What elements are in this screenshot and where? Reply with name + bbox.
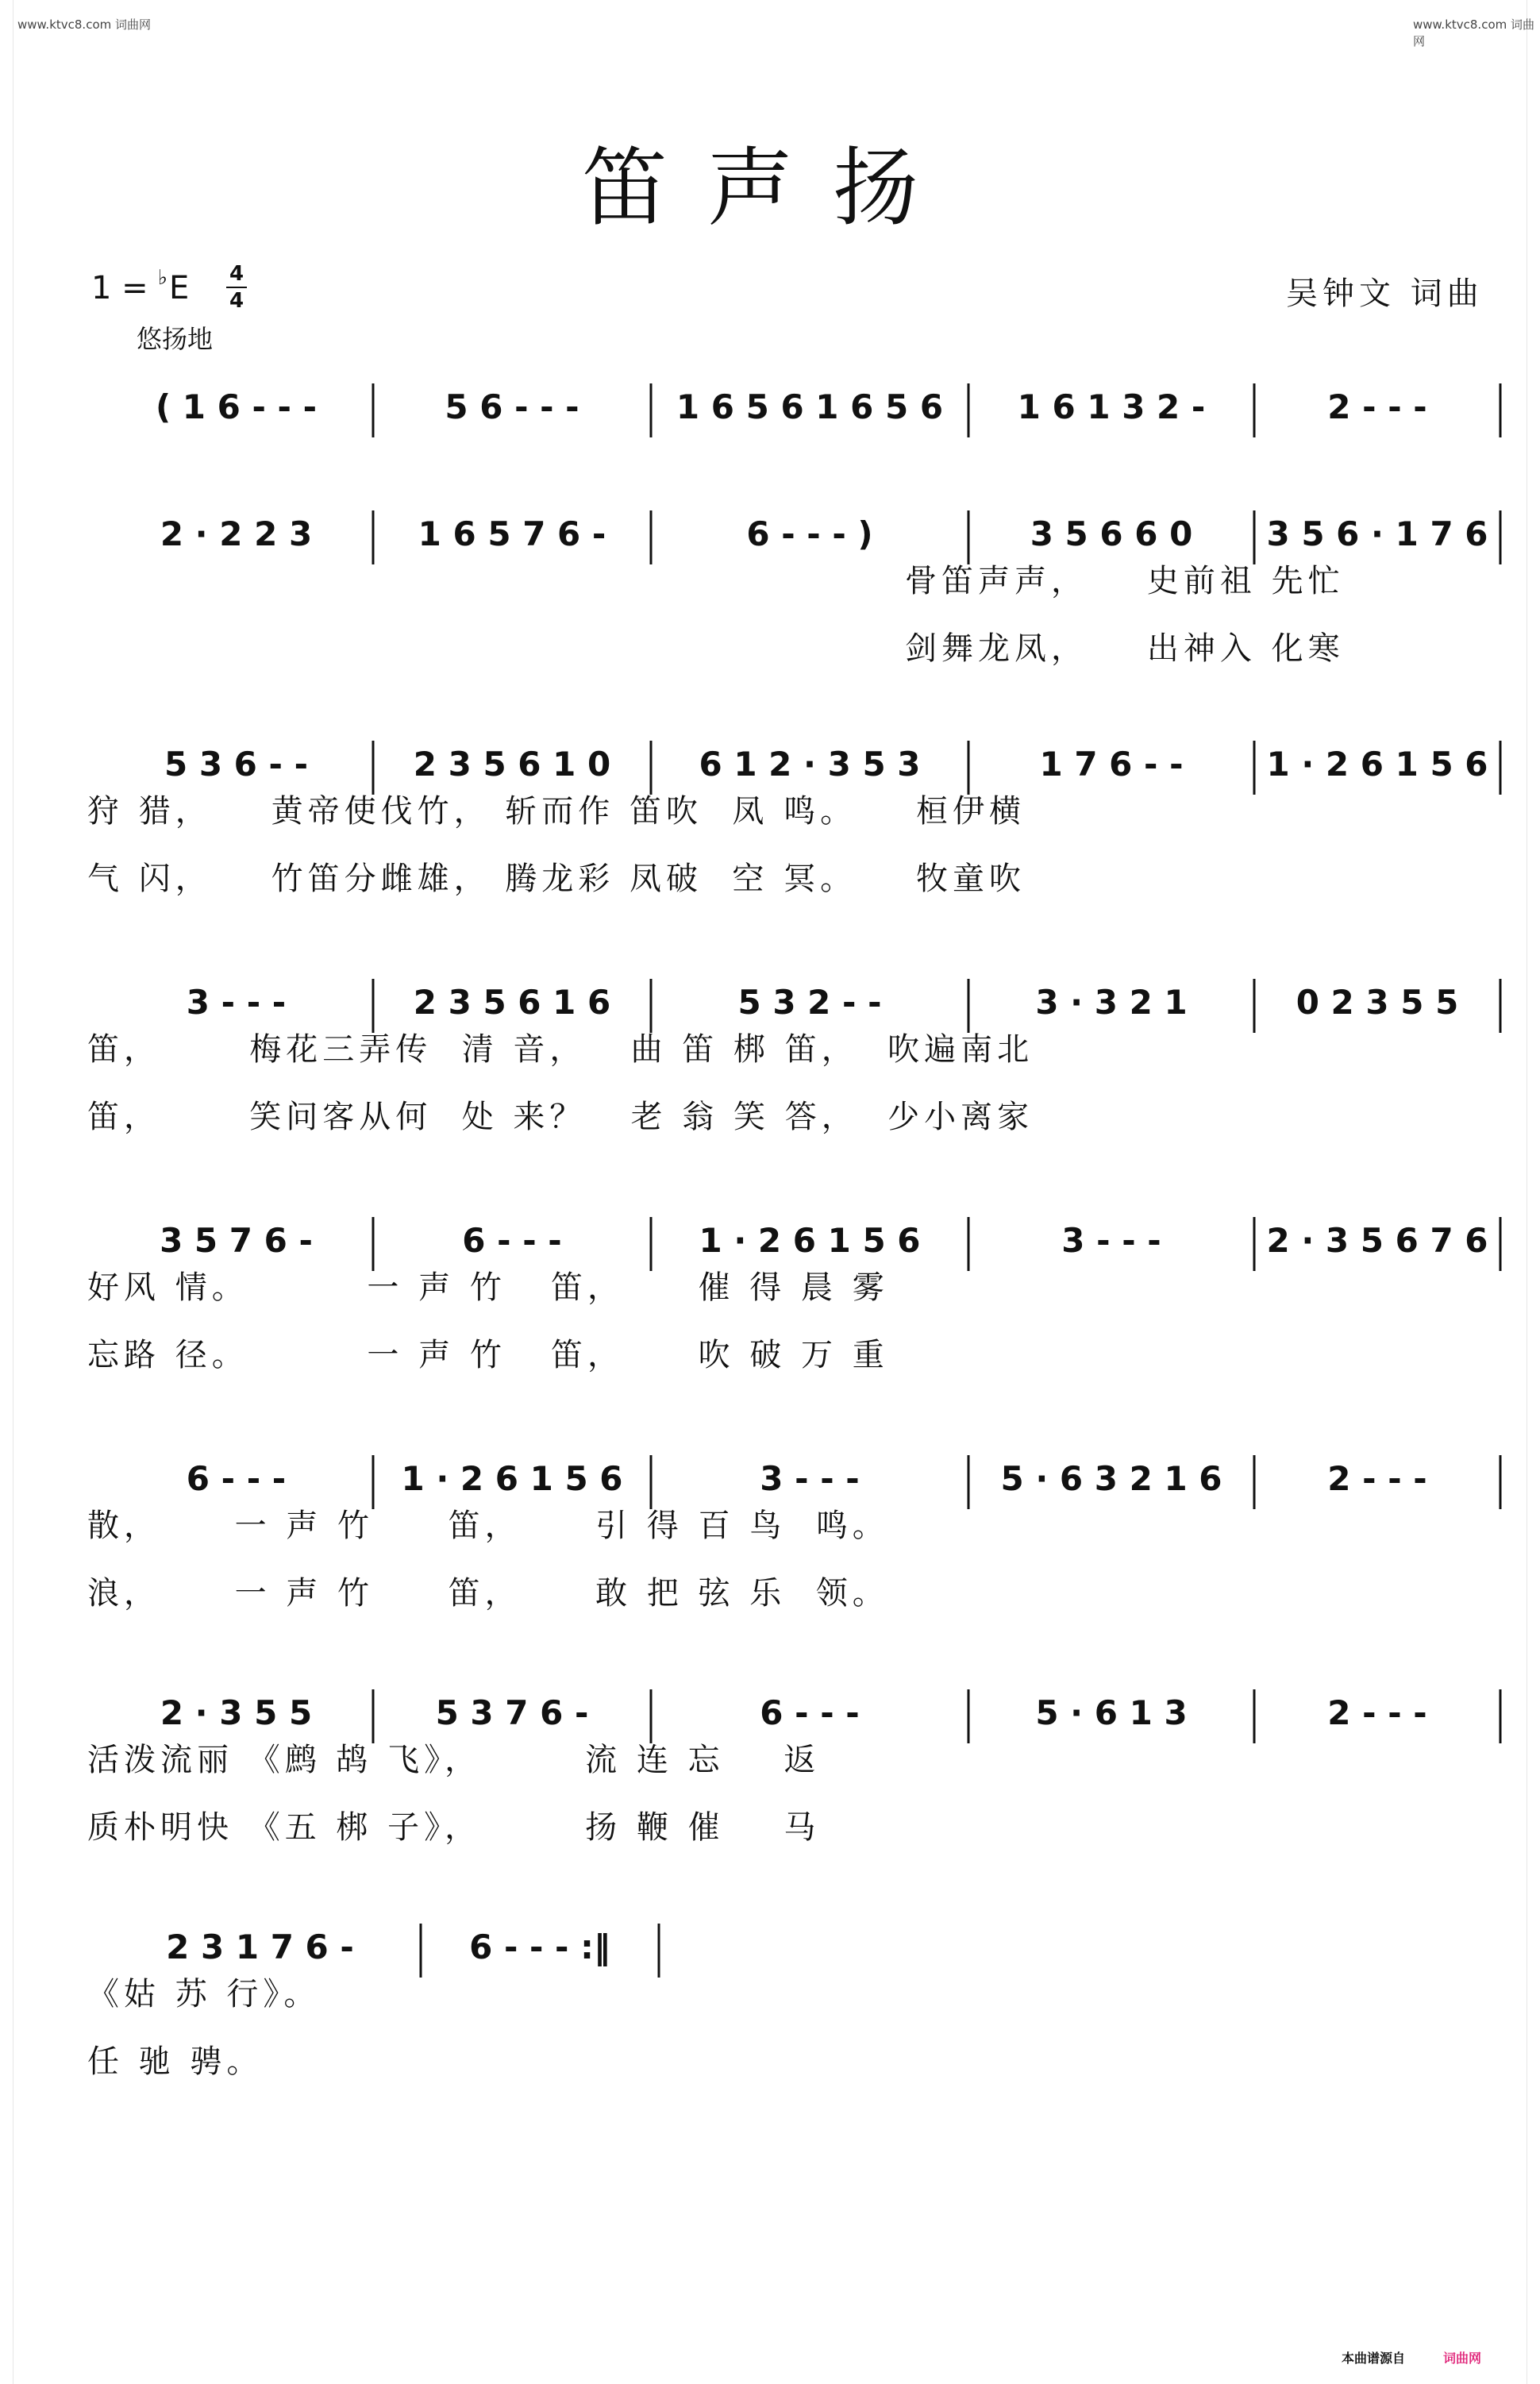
measure-notes: 2 - - - — [1327, 1459, 1427, 1498]
lyric-line: 骨笛声声， 史前祖 先忙 — [905, 563, 1345, 599]
measure-notes: 1 6 5 7 6 - — [418, 514, 606, 553]
site-note-right: www.ktvc8.com 词曲网 — [1413, 17, 1535, 48]
measure-notes: 6 - - - — [462, 1221, 562, 1260]
measure-notes: 1 · 2 6 1 5 6 — [1266, 745, 1488, 784]
flat-sign: ♭ — [157, 266, 167, 290]
measure-notes: 2 3 5 6 1 6 — [413, 983, 611, 1022]
time-top: 4 — [229, 262, 244, 286]
lyric-line: 任 驰 骋。 — [87, 2043, 264, 2080]
measure-notes: 5 · 6 3 2 1 6 — [1000, 1459, 1222, 1498]
key-prefix: 1 = — [91, 270, 148, 306]
measure-notes: 2 · 3 5 5 — [160, 1693, 313, 1732]
lyric-line: 散， 一 声 竹 笛， 引 得 百 鸟 鸣。 — [87, 1508, 889, 1544]
measure-notes: 2 3 1 7 6 - — [166, 1928, 354, 1966]
measure-notes: 3 5 7 6 - — [160, 1221, 313, 1260]
lyric-line: 活泼流丽 《鹧 鸪 飞》， 流 连 忘 返 — [87, 1742, 821, 1778]
lyric-line: 质朴明快 《五 梆 子》， 扬 鞭 催 马 — [87, 1809, 821, 1846]
measure-notes: 3 - - - — [1061, 1221, 1161, 1260]
author-credit: 吴钟文 词曲 — [1286, 275, 1484, 312]
footer-brand: 词曲网 — [1443, 2351, 1482, 2366]
song-title: 笛声扬 — [581, 139, 958, 238]
measure-notes: 6 - - - — [186, 1459, 287, 1498]
measure-notes: 2 - - - — [1327, 387, 1427, 426]
measure-notes: 3 5 6 6 0 — [1030, 514, 1193, 553]
right-margin-strip — [1527, 0, 1540, 2384]
lyric-line: 好风 情。 一 声 竹 笛， 催 得 晨 雾 — [87, 1269, 889, 1306]
measure-notes: ( 1 6 - - - — [155, 387, 318, 426]
measure-notes: 3 - - - — [186, 983, 287, 1022]
measure-notes: 6 1 2 · 3 5 3 — [699, 745, 921, 784]
tempo-marking: 悠扬地 — [137, 324, 214, 354]
left-margin-strip — [0, 0, 13, 2384]
measure-notes: 2 3 5 6 1 0 — [413, 745, 611, 784]
lyric-line: 忘路 径。 一 声 竹 笛， 吹 破 万 重 — [87, 1337, 889, 1373]
measure-notes: 6 - - - :‖ — [469, 1928, 610, 1966]
measure-notes: 2 - - - — [1327, 1693, 1427, 1732]
measure-notes: 5 3 6 - - — [164, 745, 309, 784]
key-signature — [91, 266, 190, 306]
system-notation — [0, 361, 1540, 449]
lyric-line: 狩 猎， 黄帝使伐竹， 斩而作 笛吹 凤 鸣。 桓伊横 — [87, 793, 1026, 830]
measure-notes: 5 3 7 6 - — [435, 1693, 589, 1732]
measure-notes: 5 · 6 1 3 — [1035, 1693, 1188, 1732]
lyric-line: 《姑 苏 行》。 — [87, 1976, 321, 2012]
time-bottom: 4 — [229, 289, 244, 313]
key-note: E — [168, 270, 190, 306]
measure-notes: 3 · 3 2 1 — [1035, 983, 1188, 1022]
measure-notes: 0 2 3 5 5 — [1296, 983, 1459, 1022]
measure-notes: 1 · 2 6 1 5 6 — [401, 1459, 623, 1498]
measure-notes: 1 · 2 6 1 5 6 — [699, 1221, 921, 1260]
measure-notes: 3 - - - — [760, 1459, 860, 1498]
measure-notes: 3 5 6 · 1 7 6 — [1266, 514, 1488, 553]
measure-notes: 5 6 - - - — [445, 387, 579, 426]
measure-notes: 6 - - - ) — [746, 514, 873, 553]
footer-source: 本曲谱源自 — [1342, 2351, 1406, 2366]
measure-notes: 1 6 1 3 2 - — [1017, 387, 1206, 426]
measure-notes: 1 7 6 - - — [1039, 745, 1184, 784]
lyric-line: 笛， 笑问客从何 处 来？ 老 翁 笑 答， 少小离家 — [87, 1099, 1034, 1135]
measure-notes: 1 6 5 6 1 6 5 6 — [676, 387, 944, 426]
lyric-line: 剑舞龙凤， 出神入 化寒 — [905, 630, 1345, 667]
measure-notes: 6 - - - — [760, 1693, 860, 1732]
footer — [1342, 2348, 1481, 2367]
time-signature — [225, 262, 248, 313]
measure-notes: 5 3 2 - - — [737, 983, 882, 1022]
site-note-left: www.ktvc8.com 词曲网 — [17, 17, 152, 32]
lyric-line: 笛， 梅花三弄传 清 音， 曲 笛 梆 笛， 吹遍南北 — [87, 1031, 1034, 1068]
lyric-line: 气 闪， 竹笛分雌雄， 腾龙彩 凤破 空 冥。 牧童吹 — [87, 861, 1026, 897]
measure-notes: 2 · 2 2 3 — [160, 514, 313, 553]
measure-notes: 2 · 3 5 6 7 6 — [1266, 1221, 1488, 1260]
lyric-line: 浪， 一 声 竹 笛， 敢 把 弦 乐 领。 — [87, 1575, 889, 1612]
